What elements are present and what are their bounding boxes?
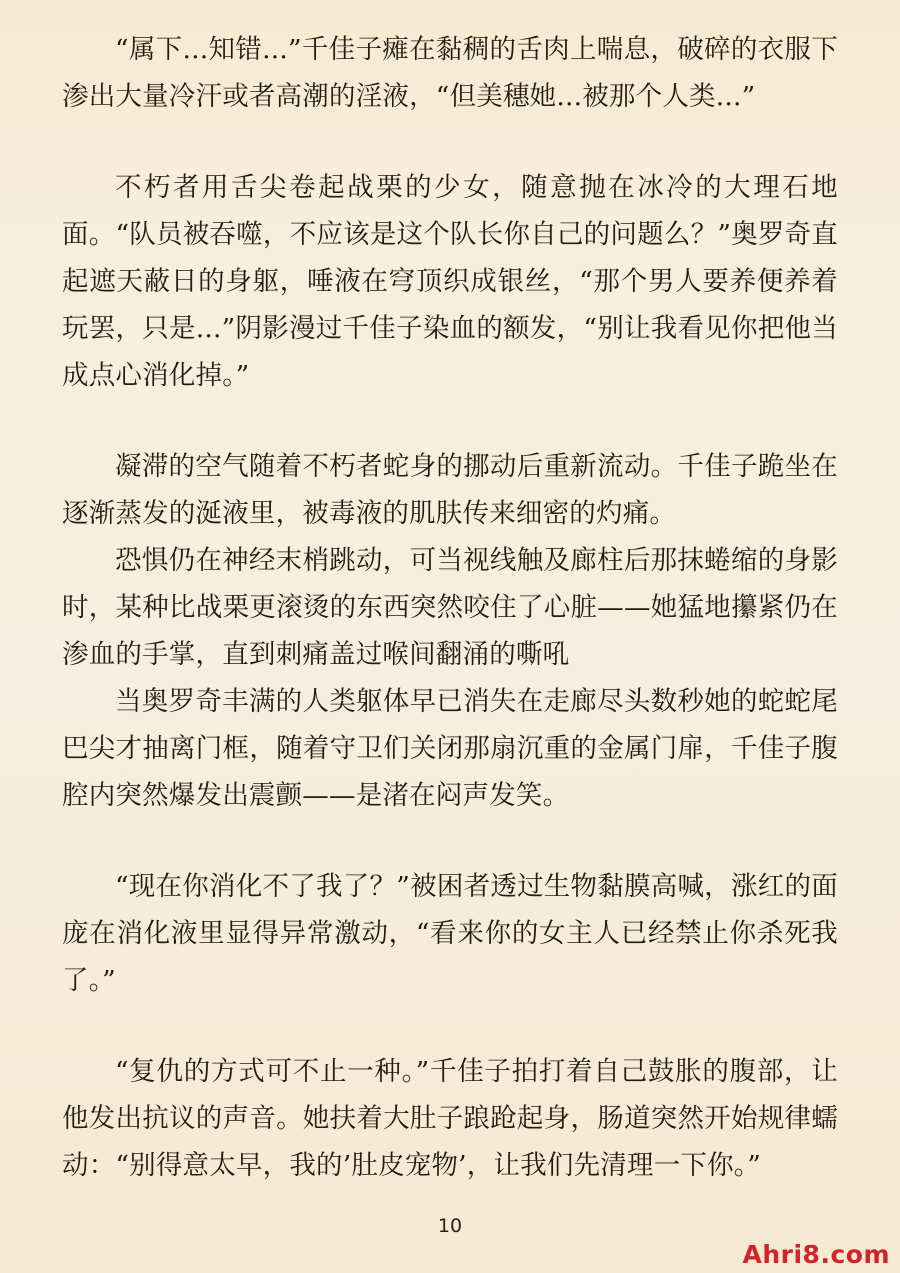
paragraph-spacer (62, 1004, 838, 1048)
paragraph: 凝滞的空气随着不朽者蛇身的挪动后重新流动。千佳子跪坐在逐渐蒸发的涎液里，被毒液的肌肤传来细密的灼痛。 (62, 451, 838, 529)
paragraph: “属下...知错...”千佳子瘫在黏稠的舌肉上喘息，破碎的衣服下渗出大量冷汗或者高潮的淫液，“但美穗她...被那个人类...” (62, 34, 838, 112)
paragraph-spacer (62, 399, 838, 443)
paragraph: “复仇的方式可不止一种。”千佳子拍打着自己鼓胀的腹部，让他发出抗议的声音。她扶着大肚子踉跄起身，肠道突然开始规律蠕动：“别得意太早，我的’肚皮宠物’，让我们先清理一下你。” (62, 1056, 838, 1181)
page-content (62, 26, 838, 1189)
paragraph: “现在你消化不了我了？”被困者透过生物黏膜高喊，涨红的面庞在消化液里显得异常激动，“看来你的女主人已经禁止你杀死我了。” (62, 871, 838, 996)
site-watermark: Ahri8.com (742, 1240, 890, 1269)
paragraph: 当奥罗奇丰满的人类躯体早已消失在走廊尽头数秒她的蛇蛇尾巴尖才抽离门框，随着守卫们关闭那扇沉重的金属门扉，千佳子腹腔内突然爆发出震颤——是渚在闷声发笑。 (62, 686, 838, 811)
paragraph: 不朽者用舌尖卷起战栗的少女，随意抛在冰冷的大理石地面。“队员被吞噬，不应该是这个队长你自己的问题么？”奥罗奇直起遮天蔽日的身躯，唾液在穹顶织成银丝，“那个男人要养便养着玩罢，只是...”阴影漫过千佳子染血的额发，“别让我看见你把他当成点心消化掉。” (62, 172, 838, 391)
page-number: 10 (437, 1215, 463, 1237)
paragraph: 恐惧仍在神经末梢跳动，可当视线触及廊柱后那抹蜷缩的身影时，某种比战栗更滚烫的东西突然咬住了心脏——她猛地攥紧仍在渗血的手掌，直到刺痛盖过喉间翻涌的嘶吼 (62, 545, 838, 670)
paragraph-spacer (62, 819, 838, 863)
paragraph-spacer (62, 120, 838, 164)
